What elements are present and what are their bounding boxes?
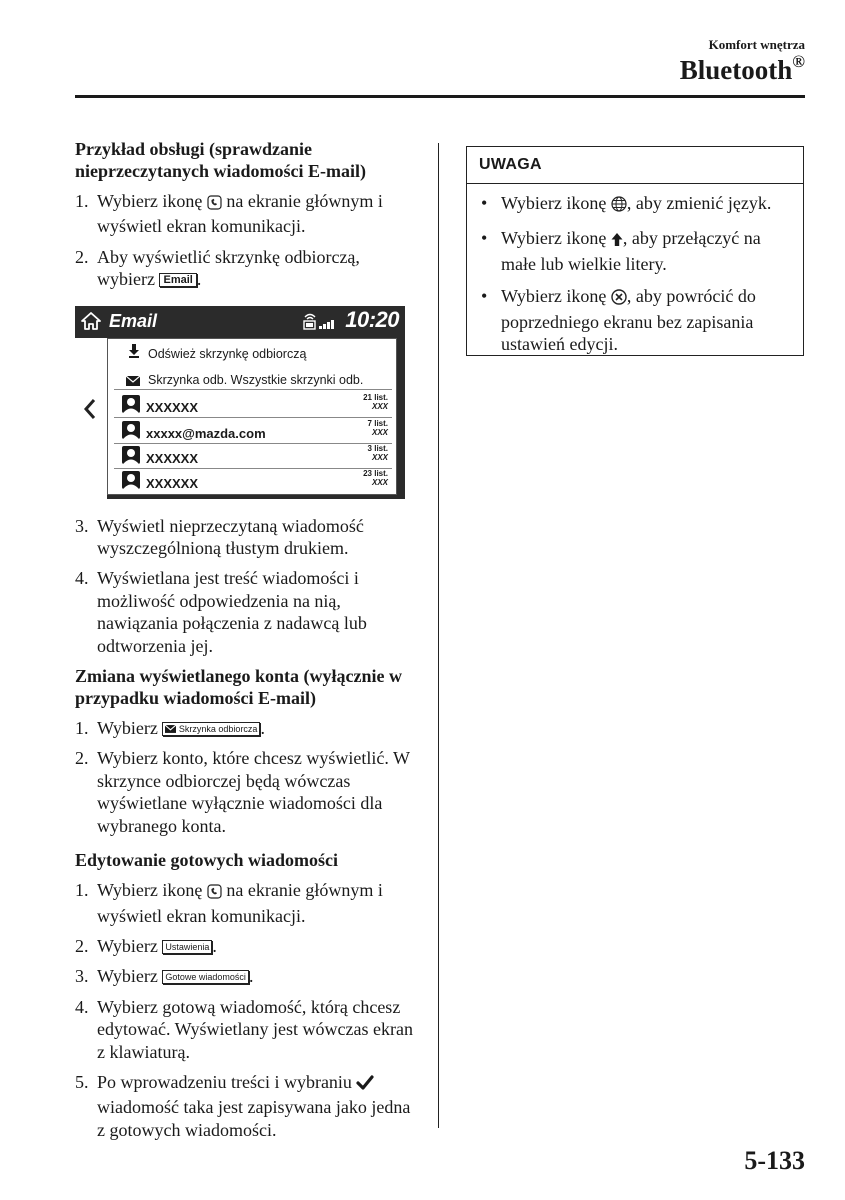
header-rule: [75, 95, 805, 98]
step: 2. Wybierz Ustawienia .: [75, 935, 217, 956]
step: 2. Wybierz konto, które chcesz wyświetlić. W skrzynce odbiorczej będą wówczas wyświetlane wyłącznie wiadomości dla wybranego konta.: [75, 748, 410, 836]
communication-icon: [207, 193, 222, 215]
steps-check-email-cont: [75, 515, 415, 657]
step: 2. Aby wyświetlić skrzynkę odbiorczą, wybierz Email .: [75, 246, 360, 290]
clock: 10:20: [345, 306, 399, 332]
download-icon: [128, 343, 140, 365]
step: 3. Wyświetl nieprzeczytaną wiadomość wyszczególnioną tłustym drukiem.: [75, 515, 364, 559]
registered-mark: ®: [792, 52, 805, 71]
communication-icon: [207, 882, 222, 904]
email-button-ref: Email: [159, 273, 196, 287]
note-item: • Wybierz ikonę , aby powrócić do poprzedniego ekranu bez zapisania ustawień edycji.: [481, 286, 756, 355]
person-icon: [122, 421, 140, 439]
note-title: UWAGA: [467, 147, 803, 184]
home-icon[interactable]: [81, 312, 101, 335]
section-heading-edit-messages: Edytowanie gotowych wiadomości: [75, 850, 339, 871]
step: 1. Wybierz Skrzynka odbiorcza .: [75, 718, 265, 739]
list-item[interactable]: xxxxx@mazda.com 7 list. XXX: [114, 420, 392, 444]
page-title: Bluetooth®: [679, 52, 805, 85]
step: 3. Wybierz Gotowe wiadomości .: [75, 966, 254, 987]
templates-button-ref: Gotowe wiadomości: [162, 970, 249, 984]
status-icon: [301, 312, 339, 337]
mail-icon: [126, 371, 140, 393]
left-column: [75, 138, 415, 1149]
column-divider: [438, 143, 439, 1128]
screen-title: Email: [109, 310, 158, 331]
screen-top-bar: [75, 306, 405, 338]
step: 4. Wyświetlana jest treść wiadomości i możliwość odpowiedzenia na nią, nawiązania połączenia z nadawcą lub odtworzenia jej.: [75, 568, 367, 656]
chevron-left-icon: [83, 398, 97, 425]
note-box: [466, 146, 804, 356]
section-heading-check-email: Przykład obsługi (sprawdzanie nieprzeczytanych wiadomości E-mail): [75, 139, 366, 181]
email-screen: [75, 306, 405, 499]
person-icon: [122, 471, 140, 489]
note-list: [467, 192, 803, 355]
inbox-filter-item[interactable]: [114, 369, 392, 390]
settings-button-ref: Ustawienia: [162, 940, 212, 954]
email-list: [107, 338, 397, 495]
steps-change-account: [75, 717, 415, 837]
globe-icon: [611, 195, 627, 217]
inbox-filter-label: Skrzynka odb. Wszystkie skrzynki odb.: [148, 372, 364, 387]
check-icon: [356, 1074, 374, 1096]
step: 4. Wybierz gotową wiadomość, którą chcesz edytować. Wyświetlany jest wówczas ekran z klawiaturą.: [75, 996, 413, 1062]
page-number: 5-133: [744, 1146, 805, 1175]
step: 5. Po wprowadzeniu treści i wybraniu wiadomość taka jest zapisywana jako jedna z gotowych wiadomości.: [75, 1071, 411, 1140]
section-heading-change-account: Zmiana wyświetlanego konta (wyłącznie w przypadku wiadomości E-mail): [75, 666, 402, 709]
shift-arrow-icon: [611, 230, 623, 252]
steps-check-email: [75, 190, 415, 291]
mail-icon: [165, 724, 176, 734]
inbox-button-ref: Skrzynka odbiorcza: [162, 722, 260, 736]
list-item[interactable]: XXXXXX 21 list. XXX: [114, 394, 392, 418]
note-item: • Wybierz ikonę , aby przełączyć na małe lub wielkie litery.: [481, 228, 761, 274]
list-item[interactable]: XXXXXX 23 list. XXX: [114, 470, 392, 493]
section-label: Komfort wnętrza: [708, 37, 805, 52]
note-item: • Wybierz ikonę , aby zmienić język.: [479, 192, 795, 217]
step: 1. Wybierz ikonę na ekranie głównym i wyświetl ekran komunikacji.: [75, 880, 383, 926]
list-item[interactable]: XXXXXX 3 list. XXX: [114, 445, 392, 469]
back-button[interactable]: [75, 338, 107, 499]
step: 1. Wybierz ikonę na ekranie głównym i wyświetl ekran komunikacji.: [75, 191, 383, 237]
refresh-inbox-label: Odśwież skrzynkę odbiorczą: [148, 346, 307, 361]
person-icon: [122, 446, 140, 464]
person-icon: [122, 395, 140, 413]
steps-edit-messages: [75, 879, 415, 1141]
circle-x-icon: [611, 288, 627, 310]
